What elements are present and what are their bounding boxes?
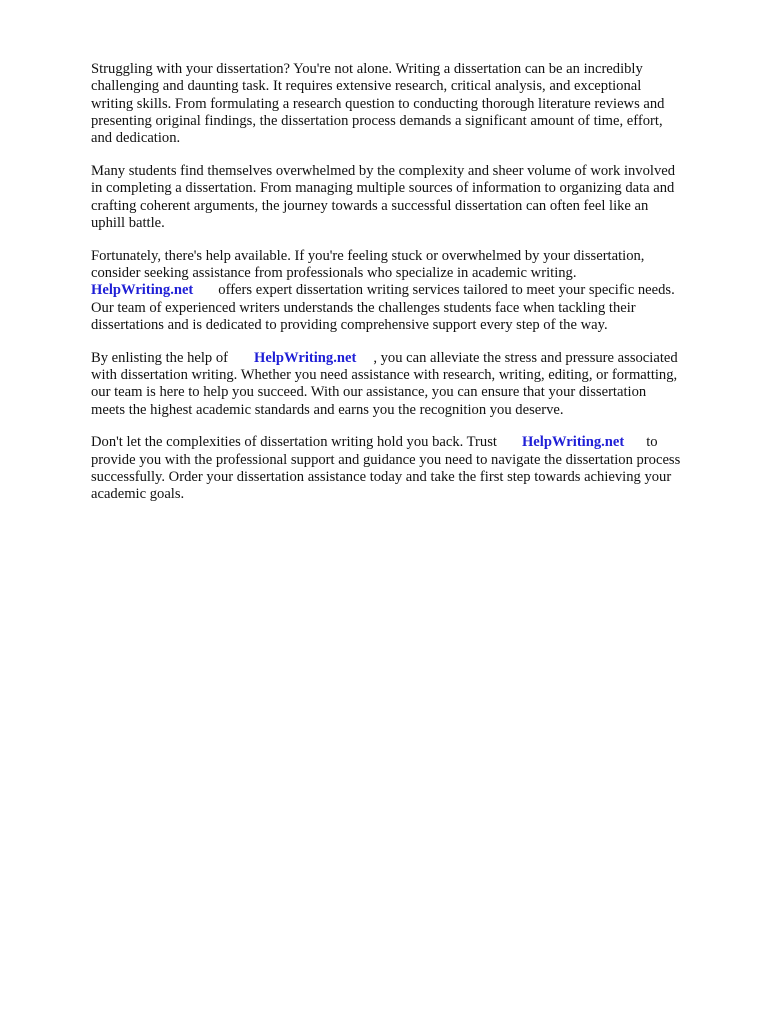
paragraph-enlisting <box>91 350 731 419</box>
helpwriting-link[interactable]: HelpWriting.net <box>521 434 625 451</box>
text-line-with-link <box>91 350 731 367</box>
text-segment: to <box>646 434 658 451</box>
text-line: academic goals. <box>91 486 185 503</box>
document-body <box>91 61 731 519</box>
text-line: uphill battle. <box>91 214 165 231</box>
paragraph-overwhelmed <box>91 163 731 232</box>
paragraph-trust <box>91 434 731 503</box>
text-line: in completing a dissertation. From managing multiple sources of information to organizing data and <box>91 180 675 197</box>
text-line: presenting original findings, the dissertation process demands a significant amount of time, effort, <box>91 112 663 129</box>
text-line: Fortunately, there's help available. If you're feeling stuck or overwhelmed by your dissertation, <box>91 247 645 264</box>
helpwriting-link[interactable]: HelpWriting.net <box>254 349 357 366</box>
text-line: successfully. Order your dissertation assistance today and take the first step towards achieving your <box>91 468 672 485</box>
paragraph-intro <box>91 61 731 147</box>
text-line: with dissertation writing. Whether you need assistance with research, writing, editing, or formatting, <box>91 366 678 383</box>
text-line: Many students find themselves overwhelmed by the complexity and sheer volume of work involved <box>91 162 676 179</box>
text-line: and dedication. <box>91 130 181 147</box>
text-line: consider seeking assistance from professionals who specialize in academic writing. <box>91 264 577 281</box>
text-line: challenging and daunting task. It requires extensive research, critical analysis, and exceptional <box>91 78 642 95</box>
helpwriting-link[interactable]: HelpWriting.net <box>91 282 194 299</box>
text-segment: offers expert dissertation writing services tailored to meet your specific needs. <box>218 282 675 299</box>
text-line: Our team of experienced writers understands the challenges students face when tackling their <box>91 299 636 316</box>
text-line: meets the highest academic standards and earns you the recognition you deserve. <box>91 401 564 418</box>
text-line: provide you with the professional support and guidance you need to navigate the dissertation process <box>91 451 681 468</box>
text-line: writing skills. From formulating a research question to conducting thorough literature reviews and <box>91 95 665 112</box>
text-line-with-link <box>91 434 731 451</box>
text-segment: Don't let the complexities of dissertation writing hold you back. Trust <box>91 434 497 451</box>
text-segment: By enlisting the help of <box>91 349 229 366</box>
text-line: crafting coherent arguments, the journey towards a successful dissertation can often feel like an <box>91 197 649 214</box>
text-line: our team is here to help you succeed. With our assistance, you can ensure that your dissertation <box>91 384 647 401</box>
text-line: Struggling with your dissertation? You're not alone. Writing a dissertation can be an incredibly <box>91 61 643 77</box>
text-line-with-link <box>91 282 731 299</box>
paragraph-help-available <box>91 248 731 334</box>
text-segment: , you can alleviate the stress and pressure associated <box>373 349 678 366</box>
text-line: dissertations and is dedicated to providing comprehensive support every step of the way. <box>91 316 608 333</box>
